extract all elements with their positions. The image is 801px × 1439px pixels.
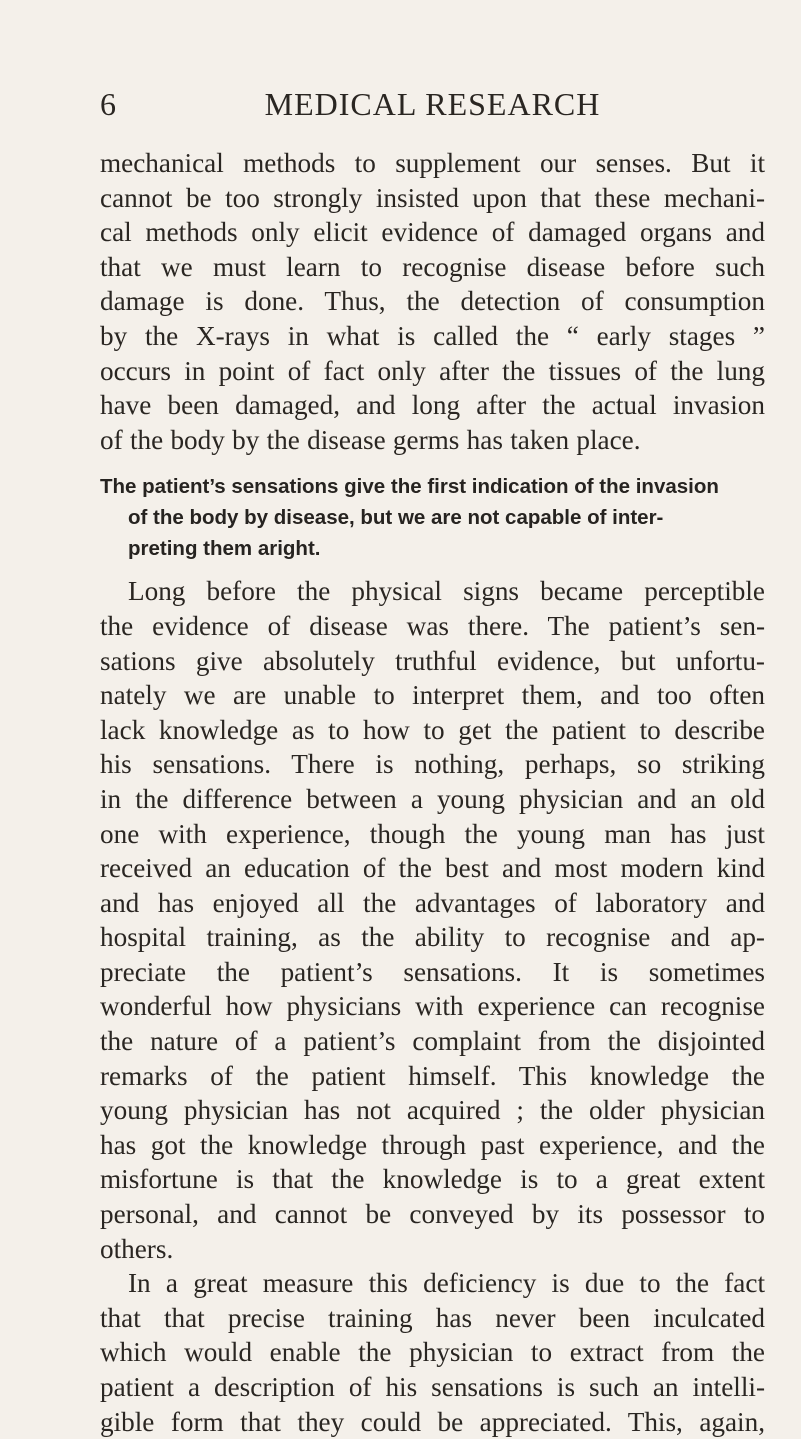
text-line: sations give absolutely truthful evidence, but unfortu-: [100, 645, 765, 676]
sidenote-line: The patient’s sensations give the first indication of the invasion: [100, 475, 719, 499]
paragraph-3: [100, 1266, 765, 1439]
sidenote-line: preting them aright.: [128, 537, 321, 561]
text-line: one with experience, though the young man has just: [100, 818, 765, 849]
text-line: has got the knowledge through past experience, and the: [100, 1129, 765, 1160]
text-line: gible form that they could be appreciated. This, again,: [100, 1406, 765, 1437]
text-line: by the X-rays in what is called the “ early stages ”: [100, 320, 765, 351]
text-line: lack knowledge as to how to get the patient to describe: [100, 714, 765, 745]
text-line: and has enjoyed all the advantages of laboratory and: [100, 887, 765, 918]
text-line: occurs in point of fact only after the tissues of the lung: [100, 355, 765, 386]
text-line: In a great measure this deficiency is due to the fact: [128, 1268, 765, 1299]
text-line: damage is done. Thus, the detection of consumption: [100, 286, 765, 317]
text-line: that that precise training has never been inculcated: [100, 1302, 765, 1333]
text-line: wonderful how physicians with experience can recognise: [100, 991, 765, 1022]
page-body: [100, 146, 765, 1439]
text-line: nately we are unable to interpret them, and too often: [100, 680, 765, 711]
text-line: preciate the patient’s sensations. It is sometimes: [100, 956, 765, 987]
text-line: mechanical methods to supplement our senses. But it: [100, 148, 765, 178]
text-line: hospital training, as the ability to recognise and ap-: [100, 922, 765, 953]
text-line: cannot be too strongly insisted upon that these mechani-: [100, 182, 765, 213]
text-line: personal, and cannot be conveyed by its possessor to: [100, 1199, 765, 1230]
text-line: Long before the physical signs became perceptible: [128, 576, 765, 607]
running-title: MEDICAL RESEARCH: [264, 86, 601, 122]
text-line: patient a description of his sensations is such an intelli-: [100, 1372, 765, 1402]
paragraph-1: [100, 146, 765, 457]
text-line: remarks of the patient himself. This knowledge the: [100, 1060, 765, 1091]
page-number: 6: [100, 86, 117, 122]
text-line: others.: [100, 1233, 174, 1264]
text-line: of the body by the disease germs has taken place.: [100, 424, 641, 455]
text-line: cal methods only elicit evidence of damaged organs and: [100, 217, 765, 248]
paragraph-2: [100, 574, 765, 1266]
text-line: in the difference between a young physician and an old: [100, 783, 765, 814]
text-line: his sensations. There is nothing, perhaps, so striking: [100, 749, 765, 780]
text-line: have been damaged, and long after the actual invasion: [100, 390, 765, 421]
text-line: the evidence of disease was there. The patient’s sen-: [100, 610, 765, 641]
sidenote-line: of the body by disease, but we are not capable of inter-: [128, 506, 664, 530]
text-line: the nature of a patient’s complaint from the disjointed: [100, 1026, 765, 1057]
text-line: received an education of the best and most modern kind: [100, 853, 765, 884]
text-line: young physician has not acquired ; the older physician: [100, 1095, 765, 1126]
text-line: that we must learn to recognise disease before such: [100, 251, 765, 282]
text-line: misfortune is that the knowledge is to a great extent: [100, 1164, 765, 1195]
page-header: [100, 86, 765, 132]
sidenote-summary: [100, 471, 765, 564]
text-line: which would enable the physician to extract from the: [100, 1337, 765, 1368]
